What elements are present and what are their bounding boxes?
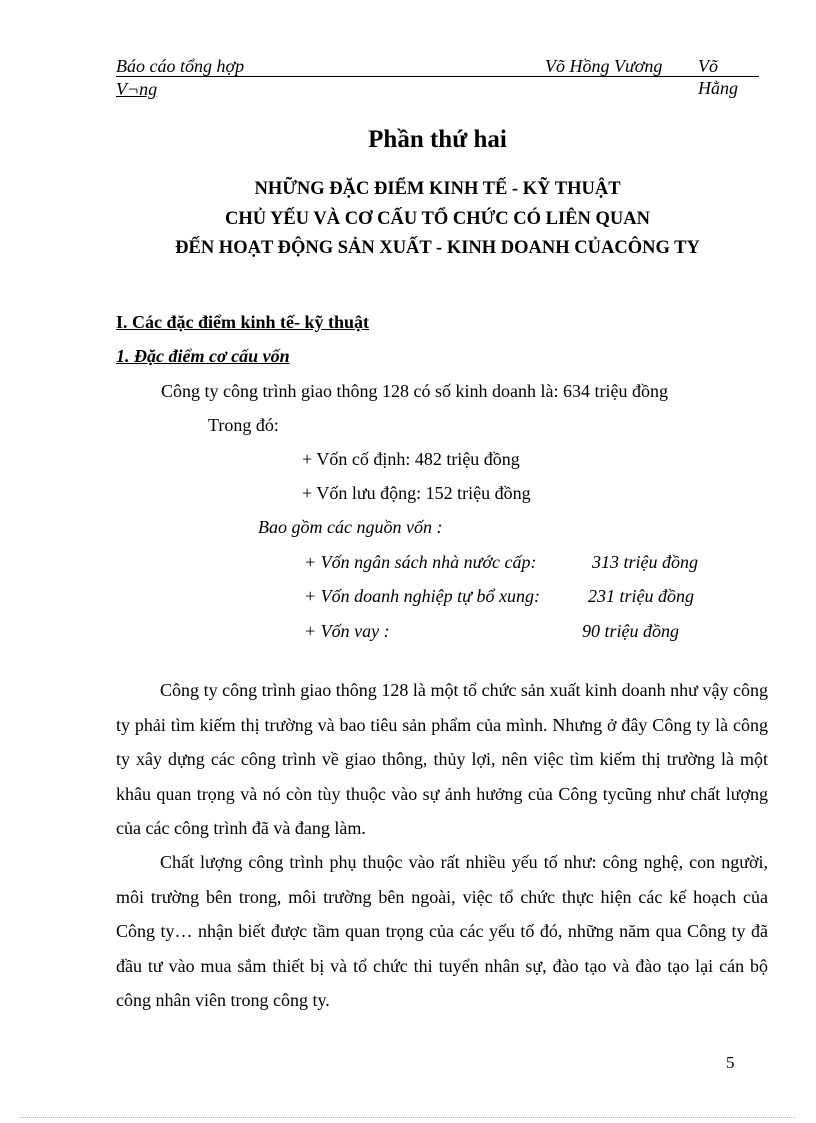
subtitle-line-3: ĐẾN HOẠT ĐỘNG SẢN XUẤT - KINH DOANH CỦACÔNG TY — [175, 238, 700, 258]
source-label: + Vốn vay : — [304, 621, 390, 641]
part-title: Phần thứ hai — [368, 126, 507, 153]
subsection-heading: 1. Đặc điểm cơ cấu vốn — [116, 346, 290, 366]
page-number: 5 — [726, 1053, 735, 1072]
section-heading: I. Các đặc điểm kinh tế- kỹ thuật — [116, 312, 370, 332]
source-amount: 313 triệu đồng — [592, 552, 698, 572]
source-label: + Vốn ngân sách nhà nước cấp: — [304, 552, 537, 572]
working-capital: + Vốn lưu động: 152 triệu đồng — [302, 483, 531, 503]
capital-intro: Công ty công trình giao thông 128 có số kinh doanh là: 634 triệu đồng — [161, 381, 668, 401]
sources-label: Bao gồm các nguồn vốn : — [258, 517, 443, 537]
author-name-continuation: V¬ng — [116, 79, 158, 99]
source-amount: 231 triệu đồng — [588, 586, 694, 606]
subtitle-line-2: CHỦ YẾU VÀ CƠ CẤU TỔ CHỨC CÓ LIÊN QUAN — [224, 209, 650, 229]
fixed-capital: + Vốn cố định: 482 triệu đồng — [302, 449, 520, 469]
author-name: Võ Hồng Vương — [545, 56, 663, 76]
author-name-2: Võ Hằng — [698, 56, 738, 98]
page-bottom-rule — [20, 1117, 796, 1118]
body-paragraph-2: Chất lượng công trình phụ thuộc vào rất nhiều yếu tố như: công nghệ, con người, môi trường bên trong, môi trường bên ngoài, việc tổ chức thực hiện các kế hoạch của Công ty… nhận biết được tầm quan trọng của các yếu tố đó, những năm qua Công ty đã đầu tư vào mua sắm thiết bị và tổ chức thi tuyển nhân sự, đào tạo và đào tạo lại cán bộ công nhân viên trong công ty. — [116, 852, 768, 1010]
report-title: Báo cáo tổng hợp — [116, 56, 245, 76]
body-paragraph-1: Công ty công trình giao thông 128 là một tổ chức sản xuất kinh doanh như vậy công ty phải tìm kiếm thị trường và bao tiêu sản phẩm của mình. Nhưng ở đây Công ty là công ty xây dựng các công trình về giao thông, thủy lợi, nên việc tìm kiếm thị trường là một khâu quan trọng và nó còn tùy thuộc vào sự ảnh hưởng của Công tycũng như chất lượng của các công trình đã và đang làm. — [116, 680, 768, 838]
source-label: + Vốn doanh nghiệp tự bổ xung: — [304, 586, 540, 606]
subtitle-line-1: NHỮNG ĐẶC ĐIỂM KINH TẾ - KỸ THUẬT — [254, 179, 621, 199]
in-which-label: Trong đó: — [208, 415, 279, 435]
source-amount: 90 triệu đồng — [582, 621, 679, 641]
